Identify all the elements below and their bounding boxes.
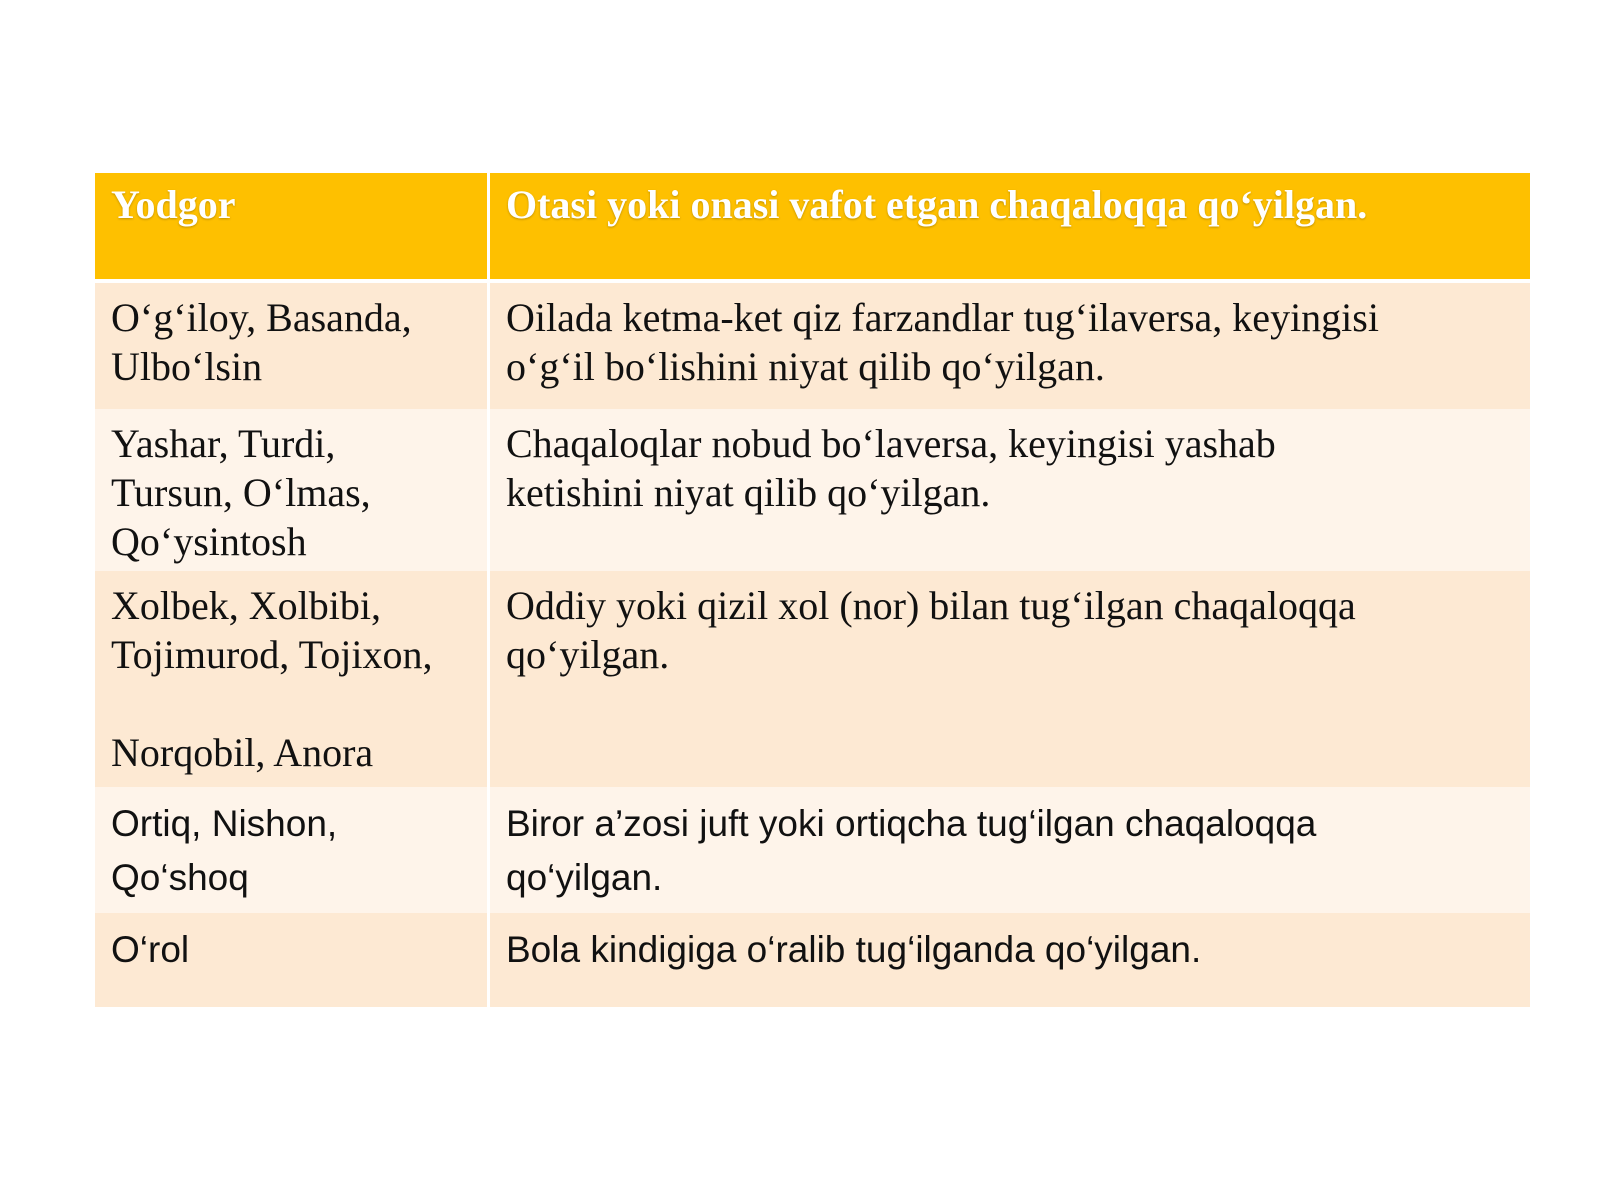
table-row — [95, 913, 1530, 1007]
names-line: Ulbo‘lsin — [111, 344, 263, 389]
meaning-cell — [490, 787, 1530, 913]
table-row — [95, 409, 1530, 571]
names-cell — [95, 283, 490, 409]
names-line: Qo‘ysintosh — [111, 519, 307, 564]
meaning-line: Biror a’zosi juft yoki ortiqcha tug‘ilgan chaqaloqqa — [506, 803, 1317, 844]
names-line: Tursun, O‘lmas, — [111, 470, 371, 515]
meaning-line: Oilada ketma-ket qiz farzandlar tug‘ilaversa, keyingisi — [506, 295, 1379, 340]
meaning-line: qo‘yilgan. — [506, 857, 663, 898]
names-cell — [95, 787, 490, 913]
meaning-line: Bola kindigiga o‘ralib tug‘ilganda qo‘yilgan. — [506, 929, 1202, 970]
meaning-cell — [490, 913, 1530, 1007]
meaning-cell — [490, 283, 1530, 409]
names-line: Qo‘shoq — [111, 857, 249, 898]
names-line: Yashar, Turdi, — [111, 421, 336, 466]
header-cell-yodgor: Yodgor — [95, 173, 490, 283]
names-line: Tojimurod, Tojixon, — [111, 632, 433, 677]
meaning-line: ketishini niyat qilib qo‘yilgan. — [506, 470, 991, 515]
meaning-line: o‘g‘il bo‘lishini niyat qilib qo‘yilgan. — [506, 344, 1105, 389]
names-cell — [95, 913, 490, 1007]
header-cell-meaning: Otasi yoki onasi vafot etgan chaqaloqqa qo‘yilgan. — [490, 173, 1530, 283]
names-cell — [95, 409, 490, 571]
table-row — [95, 283, 1530, 409]
meaning-line: Oddiy yoki qizil xol (nor) bilan tug‘ilgan chaqaloqqa — [506, 583, 1356, 628]
table-header-row — [95, 173, 1530, 283]
meaning-cell — [490, 571, 1530, 787]
names-line: Xolbek, Xolbibi, — [111, 583, 381, 628]
names-line: O‘rol — [111, 929, 190, 970]
names-table — [95, 173, 1530, 1007]
names-line: Ortiq, Nishon, — [111, 803, 338, 844]
names-line: O‘g‘iloy, Basanda, — [111, 295, 412, 340]
meaning-cell — [490, 409, 1530, 571]
table-row — [95, 571, 1530, 787]
meaning-line: Chaqaloqlar nobud bo‘laversa, keyingisi yashab — [506, 421, 1276, 466]
table-row — [95, 787, 1530, 913]
line-spacer — [111, 679, 471, 728]
names-cell — [95, 571, 490, 787]
meaning-line: qo‘yilgan. — [506, 632, 670, 677]
names-line: Norqobil, Anora — [111, 730, 374, 775]
